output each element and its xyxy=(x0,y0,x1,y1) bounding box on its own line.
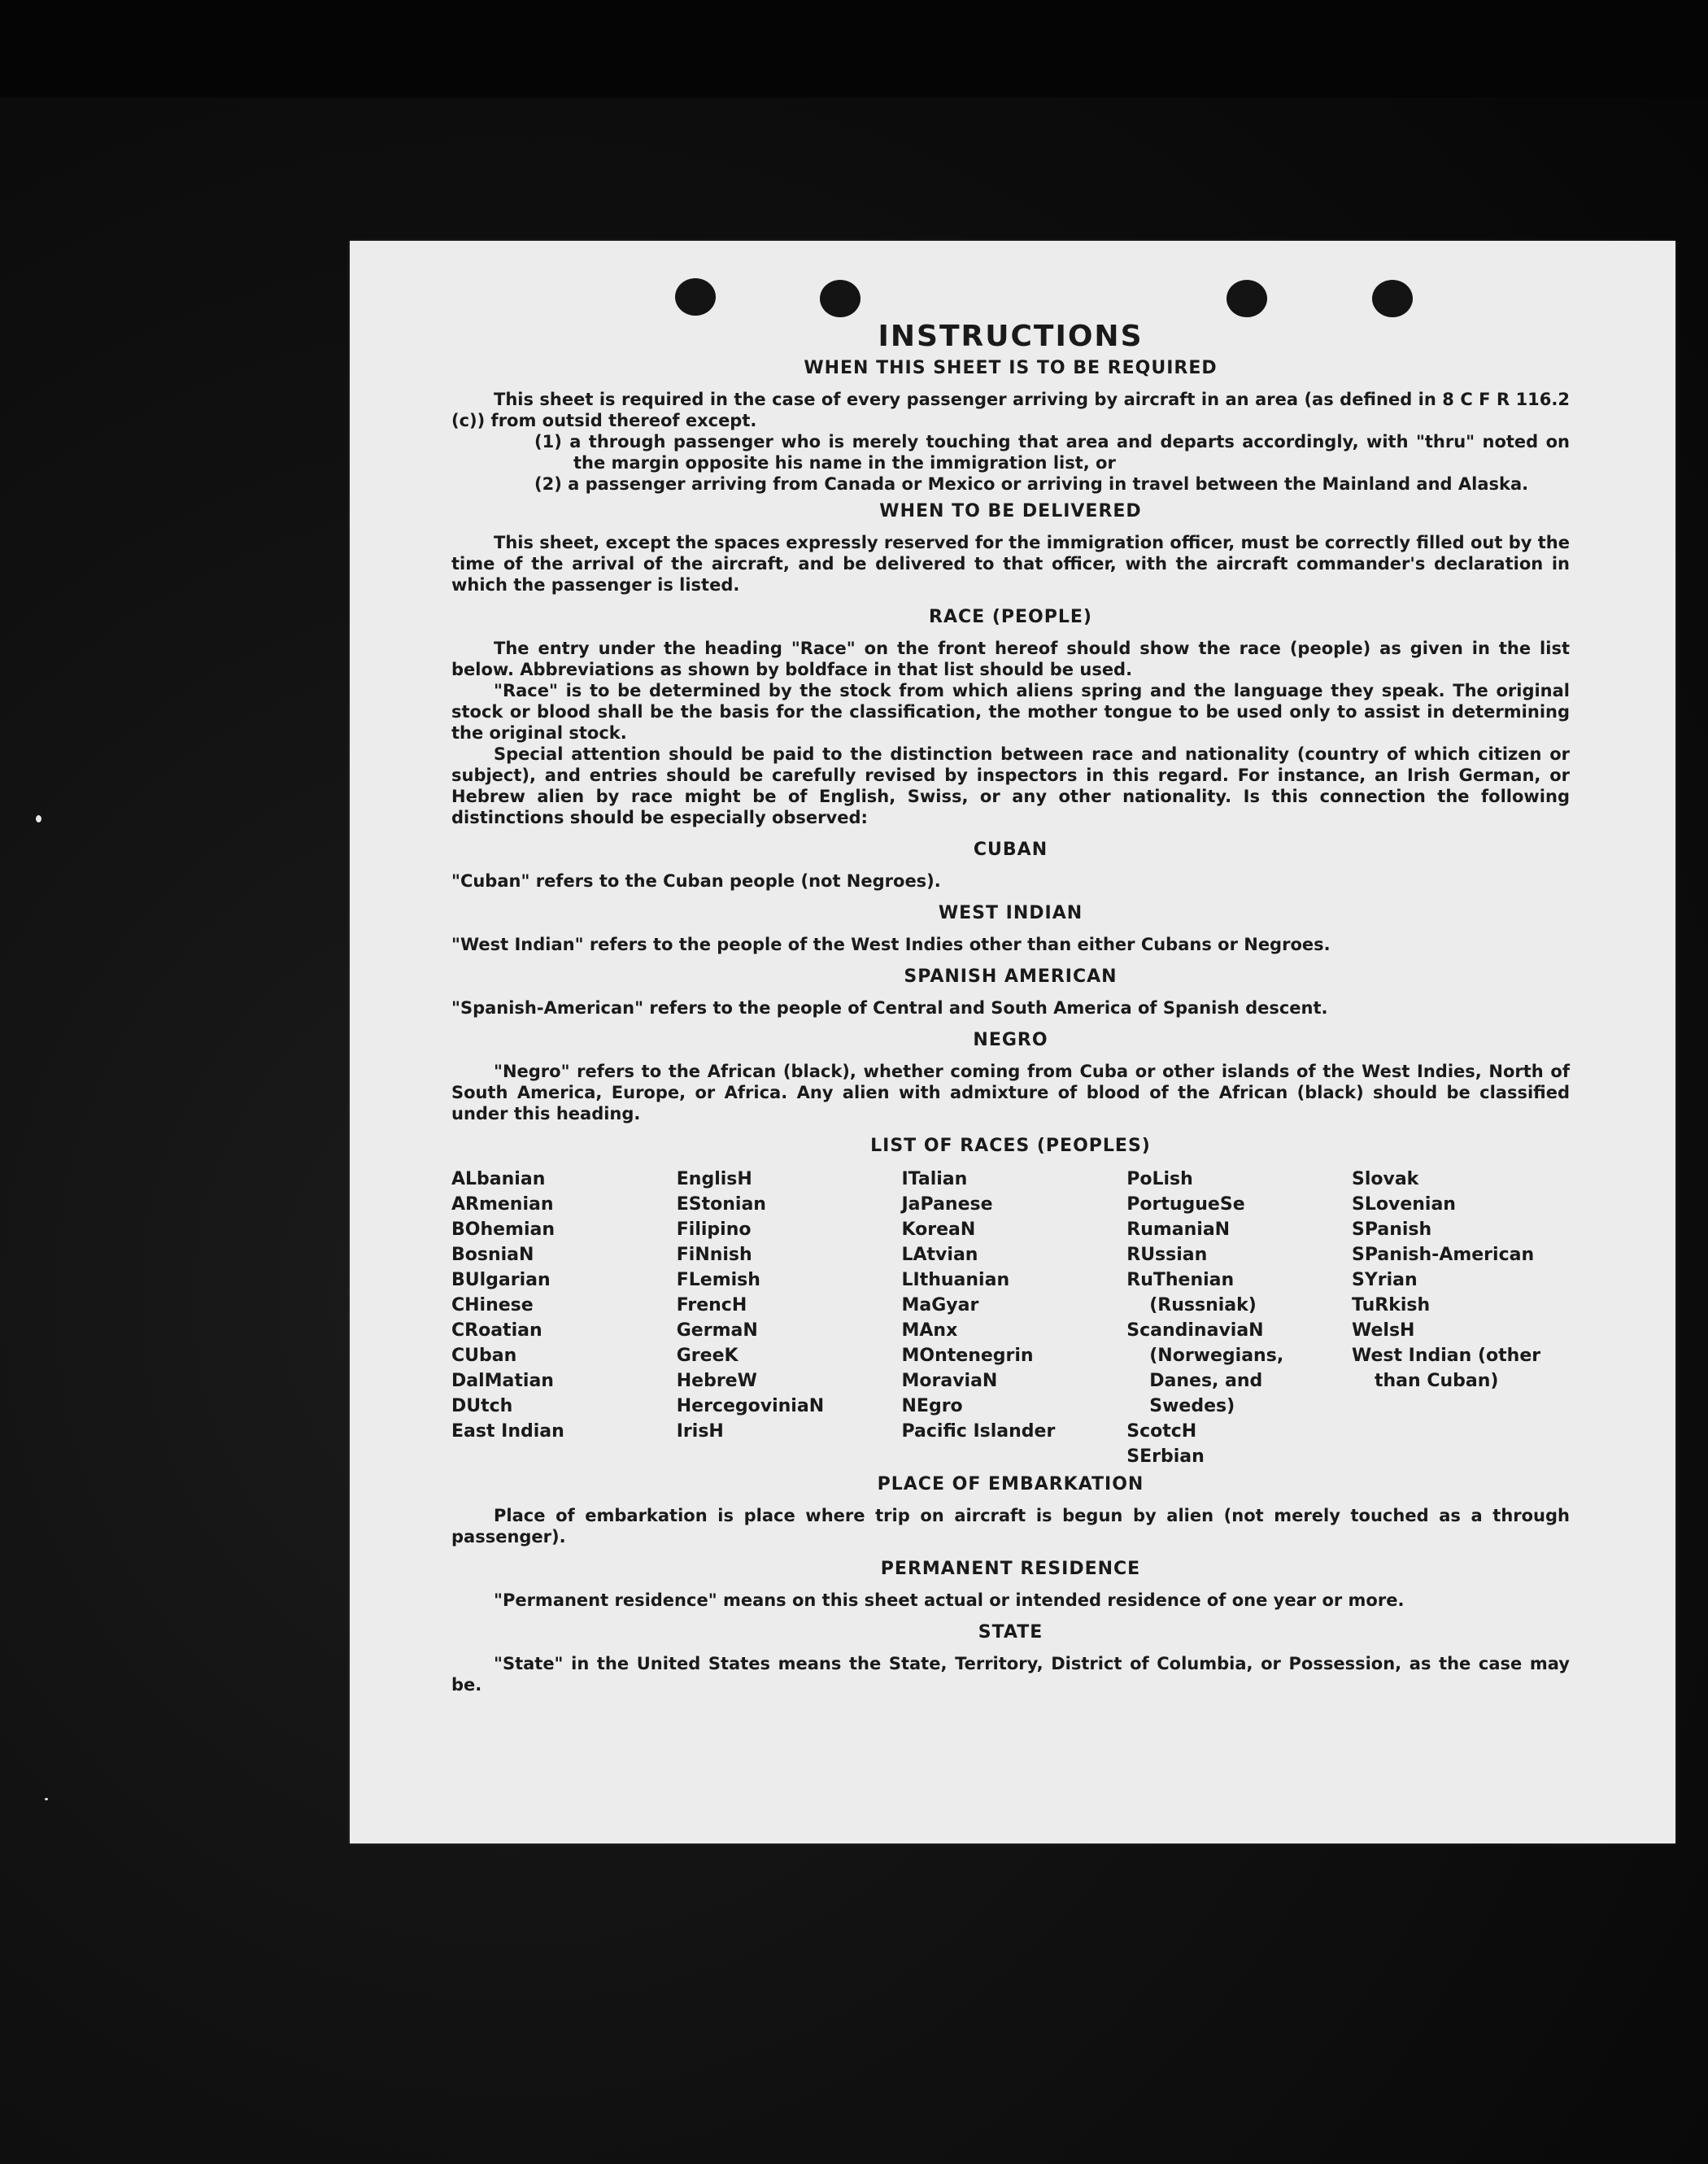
race-item: MAnx xyxy=(901,1320,958,1341)
race-item: EnglisH xyxy=(676,1169,752,1189)
punch-hole xyxy=(1372,280,1413,317)
heading-when-required: WHEN THIS SHEET IS TO BE REQUIRED xyxy=(804,358,1218,378)
race-item: HebreW xyxy=(676,1371,757,1391)
race-item: PoLish xyxy=(1126,1169,1193,1189)
embarkation-text: Place of embarkation is place where trip on aircraft is begun by alien (not merely touched as a through passenger). xyxy=(451,1506,1570,1547)
race-item: GermaN xyxy=(676,1320,758,1341)
race-item: RUssian xyxy=(1126,1245,1208,1265)
exception-item: (2) a passenger arriving from Canada or Mexico or arriving in travel between the Mainland and Alaska. xyxy=(534,474,1529,494)
race-item: SLovenian xyxy=(1352,1194,1456,1215)
race-item: ScandinaviaN (Norwegians, Danes, and Swedes) xyxy=(1126,1320,1284,1416)
race-item: ARmenian xyxy=(451,1194,554,1215)
race-item: GreeK xyxy=(676,1346,739,1366)
heading-permanent-residence: PERMANENT RESIDENCE xyxy=(880,1559,1141,1579)
race-item: BosniaN xyxy=(451,1245,534,1265)
state-text: "State" in the United States means the State, Territory, District of Columbia, or Possession, as the case may be. xyxy=(451,1654,1570,1695)
race-item: NEgro xyxy=(901,1396,963,1416)
race-item: KoreaN xyxy=(901,1219,976,1240)
race-item: RuThenian (Russniak) xyxy=(1126,1270,1257,1315)
race-item: ScotcH xyxy=(1126,1421,1197,1442)
west-indian-text: "West Indian" refers to the people of the West Indies other than either Cubans or Negroes. xyxy=(451,935,1331,954)
race-item: MaGyar xyxy=(901,1295,979,1315)
heading-when-delivered: WHEN TO BE DELIVERED xyxy=(879,501,1142,521)
heading-west-indian: WEST INDIAN xyxy=(938,903,1083,923)
negro-text: "Negro" refers to the African (black), whether coming from Cuba or other islands of the West Indies, North of South America, Europe, or Africa. Any alien with admixture of blood of the African (black) should be classified under this heading. xyxy=(451,1062,1570,1123)
race-item: SErbian xyxy=(1126,1446,1205,1467)
punch-hole xyxy=(820,280,861,317)
race-item: Filipino xyxy=(676,1219,752,1240)
punch-hole xyxy=(675,278,716,316)
race-item: LAtvian xyxy=(901,1245,978,1265)
race-item: BUlgarian xyxy=(451,1270,551,1290)
race-item: HercegoviniaN xyxy=(676,1396,825,1416)
race-item: TuRkish xyxy=(1352,1295,1431,1315)
race-item: West Indian (other than Cuban) xyxy=(1352,1346,1541,1391)
race-paragraph: The entry under the heading "Race" on the front hereof should show the race (people) as given in the list below. Abbreviations as shown by boldface in that list should be used. xyxy=(451,639,1570,679)
exception-item: (1) a through passenger who is merely touching that area and departs accordingly, with "thru" noted on the margin opposite his name in the immigration list, or xyxy=(534,432,1570,473)
race-item: IrisH xyxy=(676,1421,724,1442)
race-item: MOntenegrin xyxy=(901,1346,1034,1366)
heading-spanish-american: SPANISH AMERICAN xyxy=(904,966,1118,987)
race-item: CRoatian xyxy=(451,1320,542,1341)
dust-speck xyxy=(45,1798,48,1800)
when-delivered-text: This sheet, except the spaces expressly reserved for the immigration officer, must be correctly filled out by the time of the arrival of the aircraft, and be delivered to that officer, with the aircraft commander's declaration in which the passenger is listed. xyxy=(451,533,1570,595)
race-item: WelsH xyxy=(1352,1320,1415,1341)
race-item: DalMatian xyxy=(451,1371,554,1391)
punch-hole xyxy=(1227,280,1267,317)
race-item: FLemish xyxy=(676,1270,760,1290)
race-item: SPanish-American xyxy=(1352,1245,1535,1265)
race-item: BOhemian xyxy=(451,1219,556,1240)
when-required-intro: This sheet is required in the case of every passenger arriving by aircraft in an area (as defined in 8 C F R 116.2 (c)) from outsid thereof except. xyxy=(451,390,1570,430)
spanish-american-text: "Spanish-American" refers to the people of Central and South America of Spanish descent. xyxy=(451,998,1328,1018)
heading-negro: NEGRO xyxy=(973,1030,1048,1050)
scanner-top-band xyxy=(0,0,1708,98)
race-item: Slovak xyxy=(1352,1169,1419,1189)
race-list xyxy=(451,1167,1570,1469)
race-item: LIthuanian xyxy=(901,1270,1010,1290)
race-item: DUtch xyxy=(451,1396,513,1416)
race-item: FiNnish xyxy=(676,1245,752,1265)
race-item: CUban xyxy=(451,1346,517,1366)
race-item: MoraviaN xyxy=(901,1371,998,1391)
heading-cuban: CUBAN xyxy=(973,840,1048,860)
race-item: RumaniaN xyxy=(1126,1219,1231,1240)
race-item: FrencH xyxy=(676,1295,747,1315)
race-column xyxy=(1126,1167,1344,1469)
heading-state: STATE xyxy=(978,1622,1044,1643)
race-item: East Indian xyxy=(451,1421,564,1442)
exception-list xyxy=(451,431,1570,495)
heading-list-of-races: LIST OF RACES (PEOPLES) xyxy=(870,1136,1151,1156)
race-item: ALbanian xyxy=(451,1169,546,1189)
heading-race: RACE (PEOPLE) xyxy=(929,607,1092,627)
race-item: ITalian xyxy=(901,1169,968,1189)
sheet-content xyxy=(451,321,1570,1705)
instruction-sheet xyxy=(350,241,1675,1843)
race-item: JaPanese xyxy=(901,1194,993,1215)
race-item: PortugueSe xyxy=(1126,1194,1245,1215)
race-item: SPanish xyxy=(1352,1219,1432,1240)
race-item: EStonian xyxy=(676,1194,766,1215)
heading-embarkation: PLACE OF EMBARKATION xyxy=(877,1474,1144,1494)
race-item: Pacific Islander xyxy=(901,1421,1056,1442)
page-title: INSTRUCTIONS xyxy=(878,320,1144,353)
race-column xyxy=(451,1167,669,1469)
residence-text: "Permanent residence" means on this sheet actual or intended residence of one year or more. xyxy=(494,1590,1405,1610)
race-item: CHinese xyxy=(451,1295,534,1315)
race-item: SYrian xyxy=(1352,1270,1418,1290)
race-paragraph: Special attention should be paid to the distinction between race and nationality (country of which citizen or subject), and entries should be carefully revised by inspectors in this regard. For instance, an Irish German, or Hebrew alien by race might be of English, Swiss, or any other nationality. Is this connection the following distinctions should be especially observed: xyxy=(451,744,1570,827)
race-paragraph: "Race" is to be determined by the stock from which aliens spring and the language they speak. The original stock or blood shall be the basis for the classification, the mother tongue to be used only to assist in determining the original stock. xyxy=(451,681,1570,743)
cuban-text: "Cuban" refers to the Cuban people (not Negroes). xyxy=(451,871,941,891)
race-column xyxy=(677,1167,895,1469)
dust-speck xyxy=(36,815,41,822)
race-column xyxy=(902,1167,1120,1469)
race-column xyxy=(1352,1167,1570,1469)
